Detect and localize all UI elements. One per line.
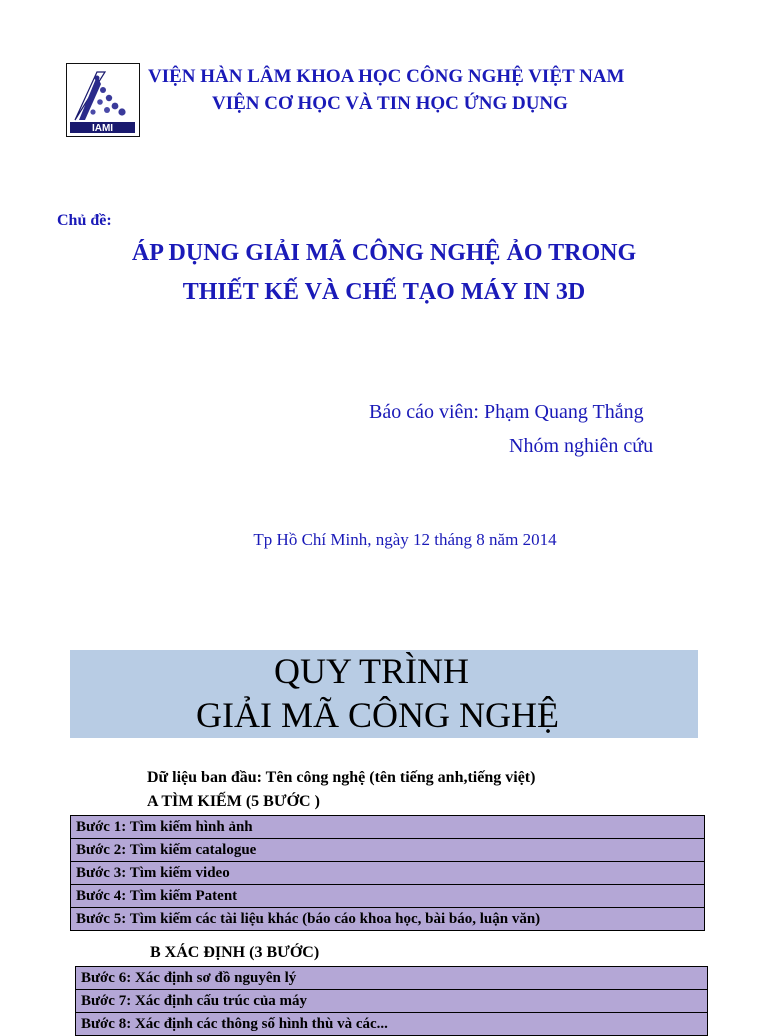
table-row [76,1013,708,1036]
table-row [71,908,705,931]
section-a-steps-table [70,815,705,931]
step-cell: Bước 1: Tìm kiếm hình ảnh [71,816,705,839]
step-cell: Bước 7: Xác định cấu trúc của máy [76,990,708,1013]
reporter-name: Báo cáo viên: Phạm Quang Thắng [369,401,644,423]
section-a-heading: A TÌM KIẾM (5 BƯỚC ) [147,793,320,810]
step-cell: Bước 6: Xác định sơ đồ nguyên lý [76,967,708,990]
table-row [71,885,705,908]
banner-title-line1: QUY TRÌNH [274,651,469,691]
table-row [71,862,705,885]
step-cell: Bước 4: Tìm kiếm Patent [71,885,705,908]
topic-label: Chủ đề: [57,212,112,229]
svg-text:IAMI: IAMI [91,123,114,134]
institute-logo [66,63,140,137]
table-row [76,990,708,1013]
institute-name-line2: VIỆN CƠ HỌC VÀ TIN HỌC ỨNG DỤNG [212,93,568,114]
table-row [71,816,705,839]
step-cell: Bước 2: Tìm kiếm catalogue [71,839,705,862]
dateline: Tp Hồ Chí Minh, ngày 12 tháng 8 năm 2014 [253,530,557,549]
research-group: Nhóm nghiên cứu [509,435,654,457]
section-b-heading: B XÁC ĐỊNH (3 BƯỚC) [150,944,320,961]
table-row [71,839,705,862]
section-b-steps-table [75,966,708,1036]
initial-data-text: Dữ liệu ban đầu: Tên công nghệ (tên tiếng anh,tiếng việt) [147,769,536,786]
table-row [76,967,708,990]
banner-title-line2: GIẢI MÃ CÔNG NGHỆ [196,695,559,735]
process-banner [70,650,698,738]
step-cell: Bước 8: Xác định các thông số hình thù và các... [76,1013,708,1036]
iami-logo-mark [67,64,138,135]
topic-title-line1: ÁP DỤNG GIẢI MÃ CÔNG NGHỆ ẢO TRONG [131,240,637,266]
step-cell: Bước 5: Tìm kiếm các tài liệu khác (báo cáo khoa học, bài báo, luận văn) [71,908,705,931]
institute-name-line1: VIỆN HÀN LÂM KHOA HỌC CÔNG NGHỆ VIỆT NAM [148,66,625,87]
step-cell: Bước 3: Tìm kiếm video [71,862,705,885]
topic-title-line2: THIẾT KẾ VÀ CHẾ TẠO MÁY IN 3D [182,279,586,305]
